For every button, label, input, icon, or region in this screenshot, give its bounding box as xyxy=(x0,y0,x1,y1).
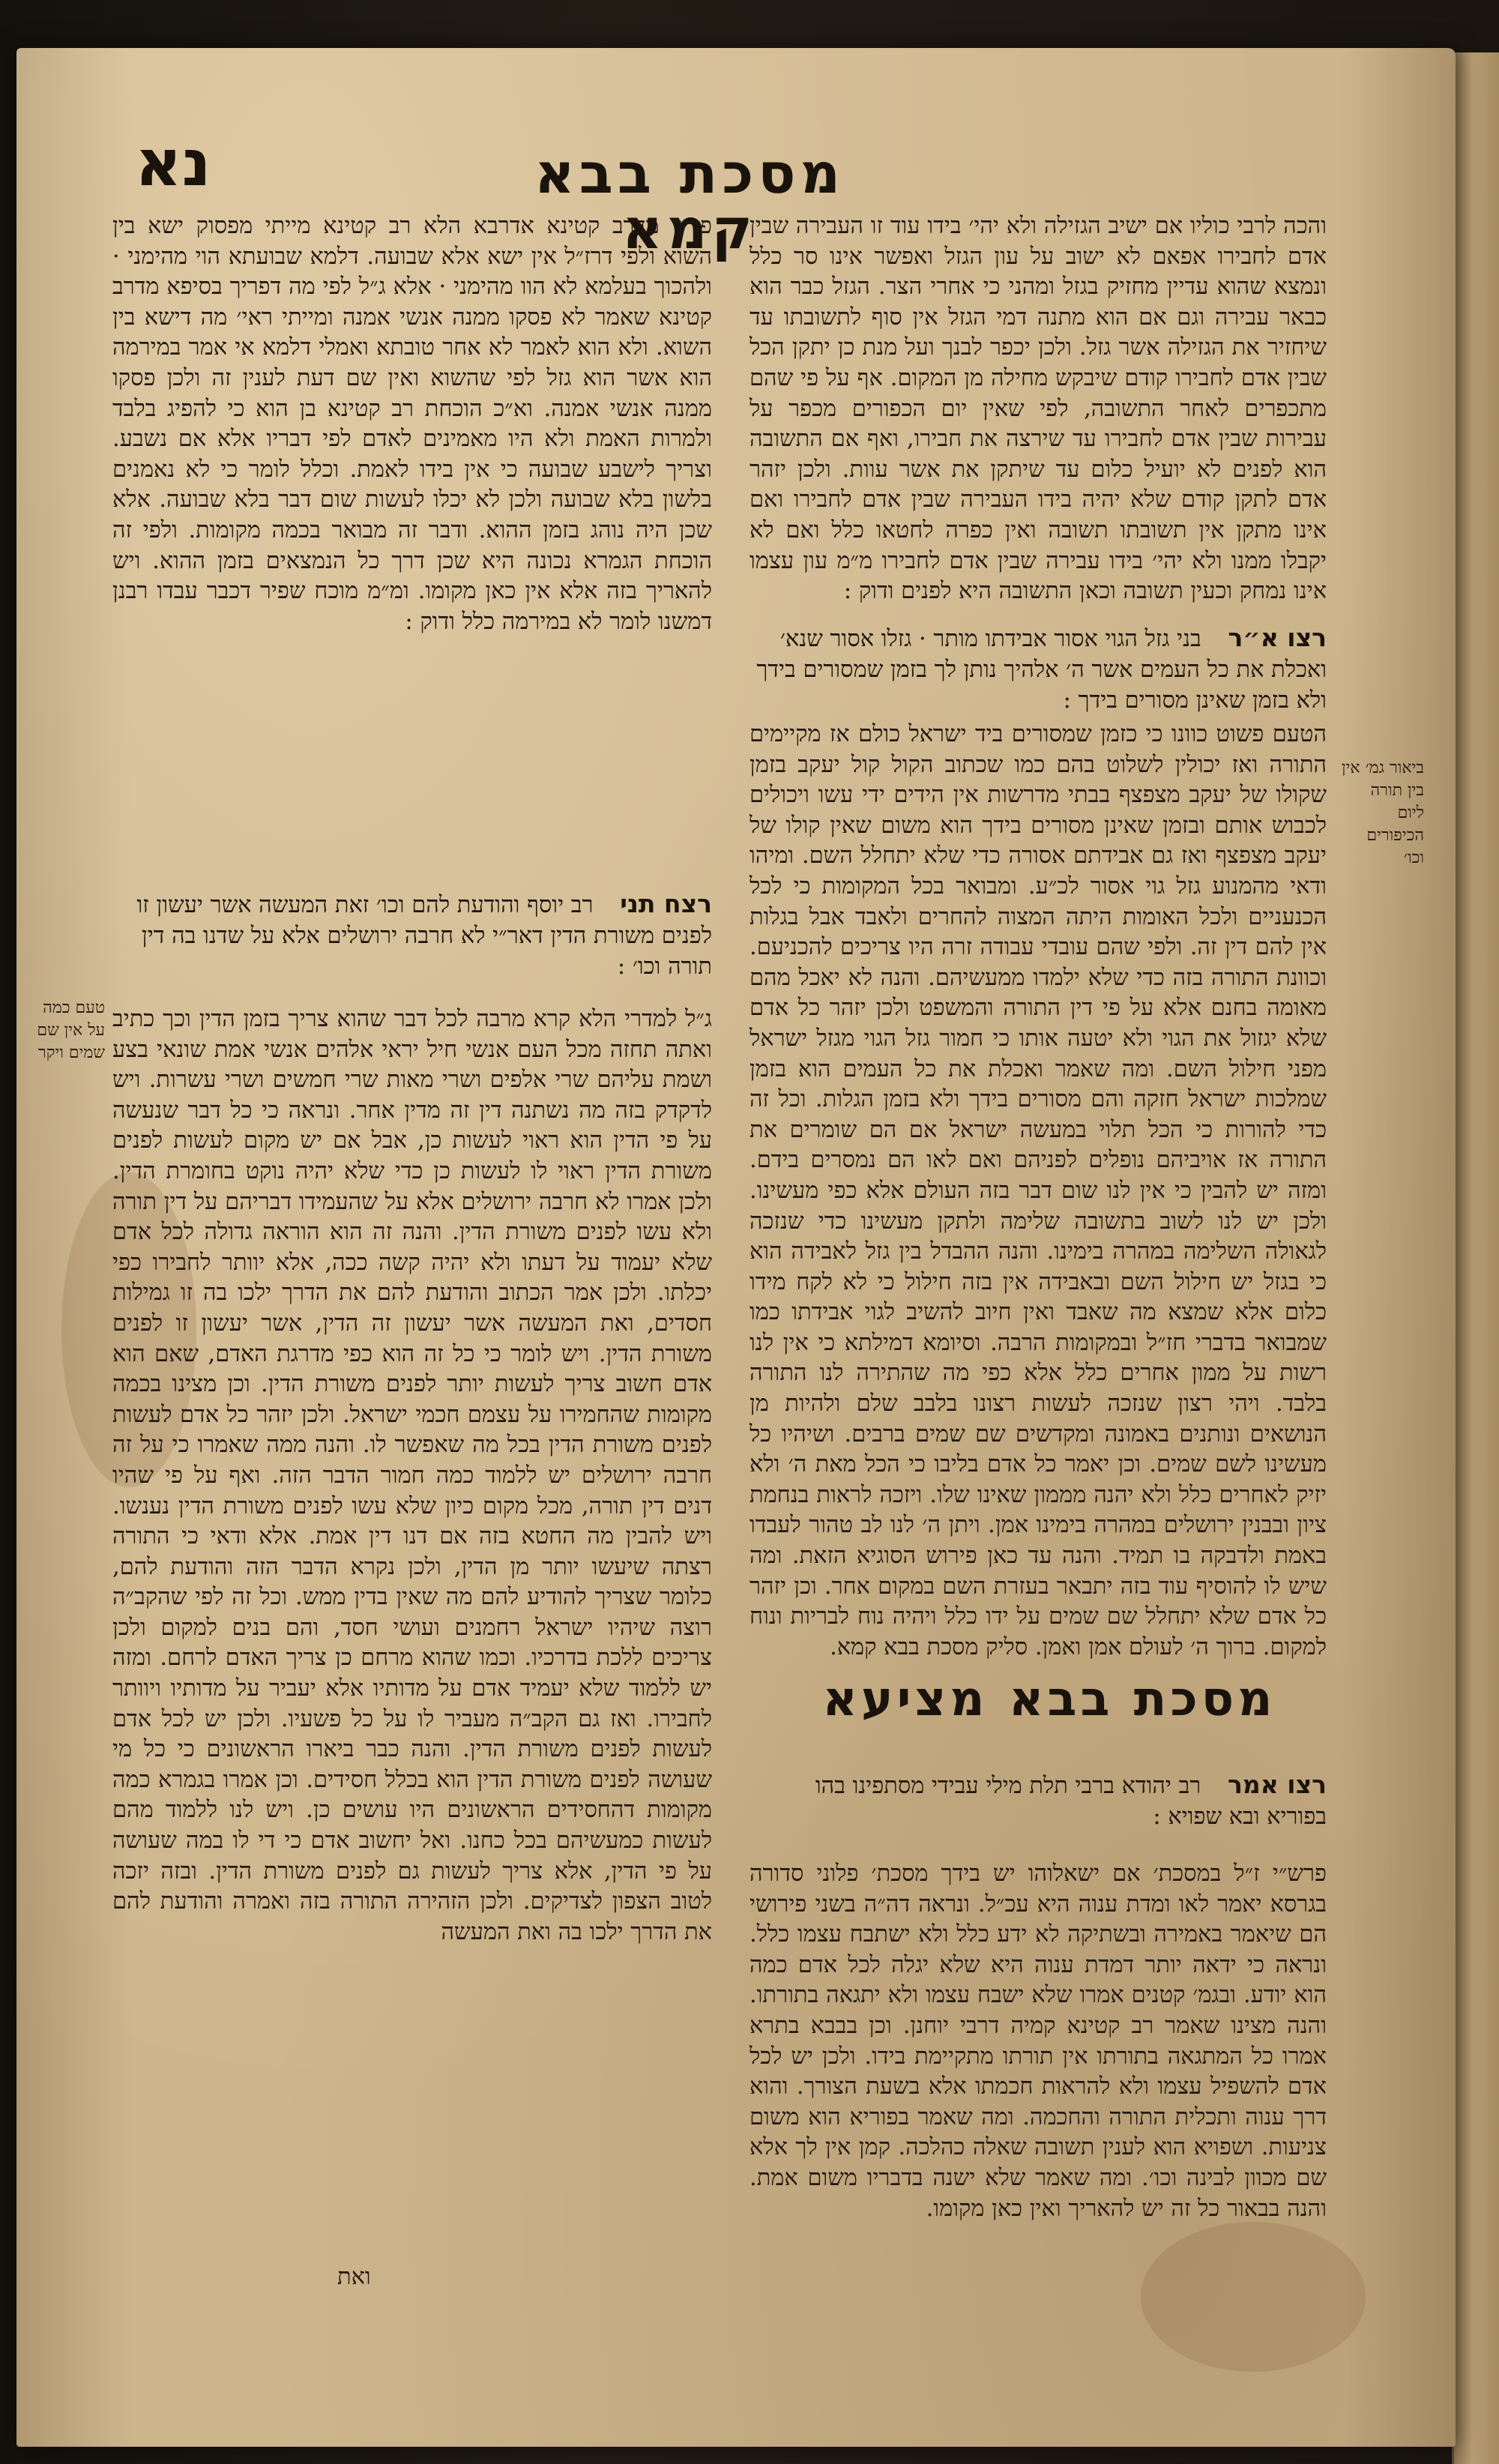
catchword: ואת xyxy=(337,2264,371,2290)
right-entry-2 xyxy=(750,1769,1327,1832)
entry-text: רב יהודא ברבי תלת מילי עבידי מסתפינו בהו בפוריא ובא שפויא : xyxy=(815,1773,1327,1830)
section-title: מסכת בבא מציעא xyxy=(822,1672,1276,1727)
left-column-main: ג״ל למדרי הלא קרא מרבה לכל דבר שהוא צריך בזמן הדין וכך כתיב ואתה תחזה מכל העם אנשי חיל יראי אלהים אנשי אמת שונאי בצע ושמת עליהם שרי אלפים ושרי מאות שרי חמשים ושרי עשרות. ויש לדקדק בזה מה נשתנה דין זה מדין אחר. ונראה כי כל דבר שנעשה על פי הדין הוא ראוי לעשות כן, אבל אם יש מקום לעשות לפנים משורת הדין ראוי לו לעשות כן כדי שלא יהיה נוקט בחומרת הדין. ולכן אמרו לא חרבה ירושלים אלא על שהעמידו דבריהם על דין תורה ולא עשו לפנים משורת הדין. והנה זה הוא הוראה גדולה לכל אדם שלא יעמוד על דעתו ולא יהיה קשה ככה, אלא יוותר לחבירו כפי יכלתו. ולכן אמר הכתוב והודעת להם את הדרך ילכו בה זו גמילות חסדים, ואת המעשה אשר יעשון זה הדין, אשר יעשון זו לפנים משורת הדין. ויש לומר כי כל זה הוא כפי מדרגת האדם, שאם הוא אדם חשוב צריך לעשות יותר לפנים משורת הדין. וכן מצינו בכמה מקומות שהחמירו על עצמם חכמי ישראל. ולכן יזהר כל אדם לעשות לפנים משורת הדין בכל מה שאפשר לו. והנה ממה שאמרו כי על זה חרבה ירושלים יש ללמוד כמה חמור הדבר הזה. ואף על פי שהיו דנים דין תורה, מכל מקום כיון שלא עשו לפנים משורת הדין נענשו. ויש להבין מה החטא בזה אם דנו דין אמת. אלא ודאי כי התורה רצתה שיעשו יותר מן הדין, ולכן נקרא הדבר הזה והודעת להם, כלומר שצריך להודיע להם מה שאין בדין ממש. וכל זה לפי שהקב״ה רוצה שיהיו ישראל רחמנים ועושי חסד, והם בנים למקום ולכן צריכים ללכת בדרכיו. וכמו שהוא מרחם כן צריך האדם לרחם. ומזה יש ללמוד שלא יעמיד אדם על מדותיו אלא יעביר על מדותיו ויוותר לחבירו. ואז גם הקב״ה מעביר לו על כל פשעיו. ולכן יש לכל אדם לעשות לפנים משורת הדין. והנה כבר ביארו הראשונים כי כל מי שעושה לפנים משורת הדין הוא בכלל חסידים. וכן אמרו בגמרא כמה מקומות דהחסידים הראשונים היו עושים כן. ויש לנו ללמוד מהם לעשות כמעשיהם בכל כחנו. ואל יחשוב אדם כי די לו במה שעושה על פי הדין, אלא צריך לעשות גם לפנים משורת הדין. ובזה יזכה לטוב הצפון לצדיקים. ולכן הזהירה התורה בזה ואמרה והודעת להם את הדרך ילכו בה ואת המעשה xyxy=(112,1006,712,1945)
entry-lemma: רצח תני xyxy=(620,889,712,918)
left-column-opening: פריך מדרב קטינא אדרבא הלא רב קטינא מייתי מפסוק ישא בין השוא ולפי דרז״ל אין ישא אלא שבועה. דלמא שבועתא הוי מהימני · ולהכוך בעלמא לא הוו מהימני · אלא ג״ל לפי מה דפריך בסיפא מדרב קטינא שאמר לא פסקו ממנה אנשי אמנה ומייתי ראי׳ מה דישא בין השוא. ולא הוא לאמר לא אחר טובתא ואמלי דלמא אי אמר במירמה הוא אשר הוא גזל לפי שהשוא ואין שם דעת לענין זה ולכן פסקו ממנה אנשי אמנה. וא״כ הוכחת רב קטינא בן הוא כי להפיג בלבד ולמרות האמת ולא היו מאמינים לאדם לפי דבריו אלא אם נשבע. וצריך לישבע שבועה כי אין בידו לאמת. וכלל לומר כי לא נאמנים בלשון בלא שבועה ולכן לא יכלו לעשות שום דבר בלא שבועה. אלא שכן היה נוהג בזמן ההוא. ודבר זה מבואר בכמה מקומות. ולפי זה הוכחת הגמרא נכונה היא שכן דרך כל הנמצאים בזמן ההוא. ויש להאריך בזה אלא אין כאן מקומו. ומ״מ מוכח שפיר דכבר עבדו רבנן דמשנו לומר לא במירמה כלל ודוק : xyxy=(112,213,712,635)
margin-note-right: ביאור גמ׳ אין בין תורה ליום הכיפורים וכו׳ xyxy=(1342,759,1424,867)
entry-lemma: רצו א״ר xyxy=(1228,623,1327,652)
right-column-main: הטעם פשוט כוונו כי כזמן שמסורים ביד ישראל כולם אז מקיימים התורה ואז יכולין לשלוט בהם כמו שכתוב הקול קול יעקב בזמן שקולו של יעקב מצפצף בבתי מדרשות אין הידים ידי עשו ויכולים לכבוש אותם ובזמן שאינן מסורים בידך הוא משום שאין קולו של יעקב מצפצף ואז גם אבידתם אסורה כדי שלא יתחלל השם. ומיהו ודאי מהמנוע גזל גוי אסור לכ״ע. ומבואר בכל המקומות כי לכל הכנעניים ולכל האומות היתה המצוה להחרים ולאבד אבל בגלות אין להם דין זה. ולפי שהם עובדי עבודה זרה היו צריכים להכניעם. וכוונת התורה בזה כדי שלא ילמדו ממעשיהם. והנה לא יאכל מהם מאומה בחנם אלא על פי דין התורה והמשפט ולכן יזהר כל אדם שלא יגזול את הגוי ולא יטעה אותו כי חמור גזל הגוי מגזל ישראל מפני חילול השם. ומה שאמר ואכלת את כל העמים הוא בזמן שמלכות ישראל חזקה והם מסורים בידך ולא בזמן הגלות. וכל זה כדי להורות כי הכל תלוי במעשה ישראל אם הם שומרים את התורה אז אויביהם נופלים לפניהם ואם לאו הם נמסרים בידם. ומזה יש להבין כי אין לנו שום דבר בזה העולם אלא כפי מעשינו. ולכן יש לנו לשוב בתשובה שלימה ולתקן מעשינו כדי שנזכה לגאולה השלימה במהרה בימינו. והנה ההבדל בין גזל לאבידה הוא כי בגזל יש חילול השם ובאבידה אין בזה חילול כי לא לקח מידו כלום אלא שמצא מה שאבד ואין חיוב להשיב לגוי אבידתו כמו שמבואר בדברי חז״ל ובמקומות הרבה. וסיומא דמילתא כי אין לנו רשות על ממון אחרים כלל אלא כפי מה שהתירה לנו התורה בלבד. ויהי רצון שנזכה לעשות רצונו בלבב שלם ולהיות מן הנושאים ונותנים באמונה ומקדשים שם שמים ברבים. ושיהיו כל מעשינו לשם שמים. וכן יאמר כל אדם בליבו כי הכל מאת ה׳ ולא יזיק לאחרים כלל ולא יהנה מממון שאינו שלו. ויזכה לראות בנחמת ציון ובבנין ירושלים במהרה בימינו אמן. ויתן ה׳ לנו לב טהור לעבדו באמת ולדבקה בו תמיד. והנה עד כאן פירוש הסוגיא הזאת. ומה שיש לו להוסיף עוד בזה יתבאר בעזרת השם במקום אחר. וכן יזהר כל אדם שלא יתחלל שם שמים על ידו כלל ויהיה נוח לבריות ונוח למקום. ברוך ה׳ לעולם אמן ואמן. סליק מסכת בבא קמא. xyxy=(750,721,1327,1660)
right-column-section: פרש״י ז״ל במסכת׳ אם ישאלוהו יש בידך מסכת׳ פלוני סדורה בגרסא יאמר לאו ומדת ענוה היא עכ״ל. ונראה דה״ה בשני פירושי הם שיאמר באמירה ובשתיקה לא ידע כלל ולא ישתבח עצמו כלל. ונראה כי ידאה יותר דמדת ענוה היא שלא יגלה לכל אדם כמה הוא יודע. ובגמ׳ קטנים אמרו שלא ישבח עצמו ולא יתגאה בתורתו. והנה מצינו שאמר רב קטינא קמיה דרבי יוחנן. וכן בבבא בתרא אמרו כל המתגאה בתורתו אין תורתו מתקיימת בידו. ולכן יש לכל אדם להשפיל עצמו ולא להראות חכמתו אלא בשעת הצורך. והוא דרך ענוה ותכלית התורה והחכמה. ומה שאמר בפוריא הוא משום צניעות. ושפויא הוא לענין תשובה שאלה כהלכה. קמן אין לך אלא שם מכוון לבינה וכו׳. ומה שאמר שלא ישנה בדבריו משום אמת. והנה בבאור כל זה יש להאריך ואין כאן מקומו. xyxy=(750,1861,1327,2222)
entry-text: בני גזל הגוי אסור אבידתו מותר · גזלו אסור שנא׳ ואכלת את כל העמים אשר ה׳ אלהיך נותן לך בזמן שמסורים בידך ולא בזמן שאינן מסורים בידך : xyxy=(756,626,1327,714)
right-column-opening: והכה לרבי כוליו אם ישיב הגזילה ולא יהי׳ בידו עוד זו העבירה שבין אדם לחבירו אפאם לא ישוב על עון הגזל ואפשר אינו סר כלל ונמצא שהוא עדיין מחזיק בגזל ומהני כי אחרי הצר. הגזל כבר הוא כבאר עבירה וגם אם הוא מתנה דמי הגזל אין סוף לתשובתו עד שיחזיר את הגזילה אשר גזל. ולכן יכפר לבנך ועל מנת כן יתקן הכל שבין אדם לחבירו קודם שיבקש מחילה מן המקום. אף על פי שהם מתכפרים לאחר התשובה, לפי שאין יום הכפורים מכפר על עבירות שבין אדם לחבירו עד שירצה את חבירו, ואף אם התשובה הוא לפנים לא יועיל כלום עד שיתקן את אשר עוות. ולכן יזהר אדם לתקן קודם שלא יהיה בידו העבירה שבין אדם לחבירו ואם אינו מתקן אין תשובתו תשובה ואין כפרה לחטאו כלל ואם לא יקבלו ממנו ולא יהי׳ בידו עבירה שבין אדם לחבירו מ״מ עון עצמו אינו נמחק וכעין תשובה וכאן התשובה היא לפנים ודוק : xyxy=(750,213,1327,605)
page-number: נא xyxy=(135,126,211,201)
margin-note-left: טעם כמה על אין שם שמים ויקר xyxy=(37,998,105,1062)
paper-stain xyxy=(1141,2222,1366,2372)
right-entry-1 xyxy=(750,622,1327,716)
entry-lemma: רצו אמר xyxy=(1228,1770,1327,1799)
entry-text: רב יוסף והודעת להם וכו׳ זאת המעשה אשר יעשון זו לפנים משורת הדין דאר״י לא חרבה ירושלים אלא על שדנו בה דין תורה וכו׳ : xyxy=(136,892,712,980)
running-title: מסכת בבא קמא xyxy=(534,142,845,262)
left-entry-1 xyxy=(112,888,712,982)
next-page-edge xyxy=(1452,52,1499,2464)
